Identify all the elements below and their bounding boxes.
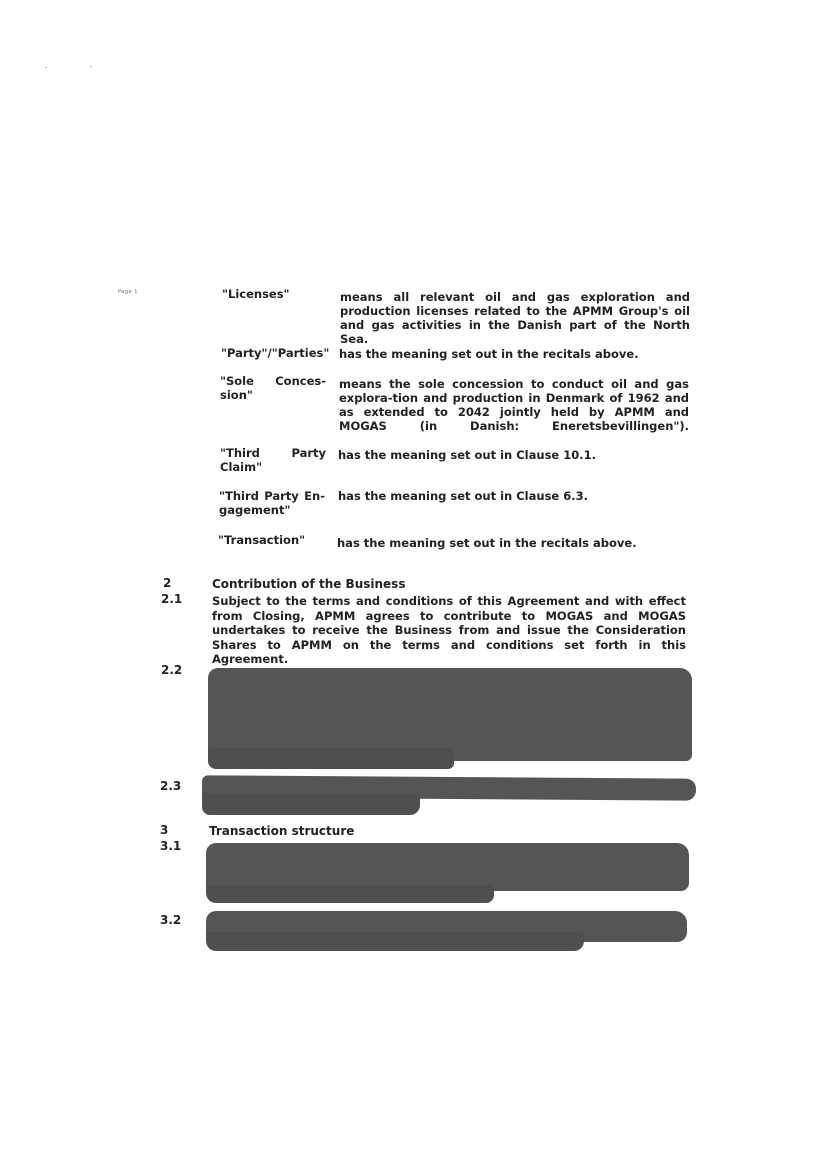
redaction-block	[206, 885, 494, 903]
paragraph-number: 3.2	[160, 913, 182, 927]
redaction-block	[208, 748, 454, 769]
redaction-block	[202, 793, 420, 815]
definition-meaning-third-party-claim: has the meaning set out in Clause 10.1.	[338, 448, 596, 462]
definition-meaning-licenses: means all relevant oil and gas exploration and production licenses related to the APMM Group's oil and gas activities in the Danish part of the North Sea.	[340, 290, 690, 346]
scan-speck	[90, 66, 92, 67]
paragraph-number: 2.3	[160, 779, 182, 793]
redaction-block	[206, 932, 584, 951]
definition-term-transaction: "Transaction"	[218, 533, 306, 547]
definition-term-party: "Party"/"Parties"	[221, 346, 330, 360]
paragraph-number: 2.1	[161, 592, 183, 606]
definition-term-third-party-claim: "Third Party Claim"	[220, 446, 326, 474]
redaction-block	[206, 843, 689, 891]
definition-meaning-sole-concession: means the sole concession to conduct oil and gas explora-tion and production in Denmark of 1962 and as extended to 2042 jointly held by APMM and MOGAS (in Danish: Eneretsbevillingen").	[339, 377, 689, 433]
page-mark: Page 1	[118, 289, 138, 295]
paragraph-number: 2.2	[161, 663, 183, 677]
scan-speck	[45, 67, 47, 68]
section-title: Contribution of the Business	[212, 577, 406, 591]
definition-meaning-third-party-engagement: has the meaning set out in Clause 6.3.	[338, 489, 588, 503]
definition-meaning-party: has the meaning set out in the recitals above.	[339, 347, 639, 361]
definition-term-third-party-engagement: "Third Party En-gagement"	[219, 489, 325, 517]
section-title: Transaction structure	[209, 824, 355, 838]
section-number: 2	[163, 576, 172, 590]
paragraph-text: Subject to the terms and conditions of this Agreement and with effect from Closing, APMM agrees to contribute to MOGAS and MOGAS undertakes to receive the Business from and issue the Consideration Shares to APMM on the terms and conditions set forth in this Agreement.	[212, 594, 686, 666]
definition-meaning-transaction: has the meaning set out in the recitals above.	[337, 536, 637, 550]
section-number: 3	[160, 823, 169, 837]
definition-term-licenses: "Licenses"	[222, 287, 290, 301]
paragraph-number: 3.1	[160, 839, 182, 853]
definition-term-sole-concession: "Sole Conces-sion"	[220, 374, 326, 402]
